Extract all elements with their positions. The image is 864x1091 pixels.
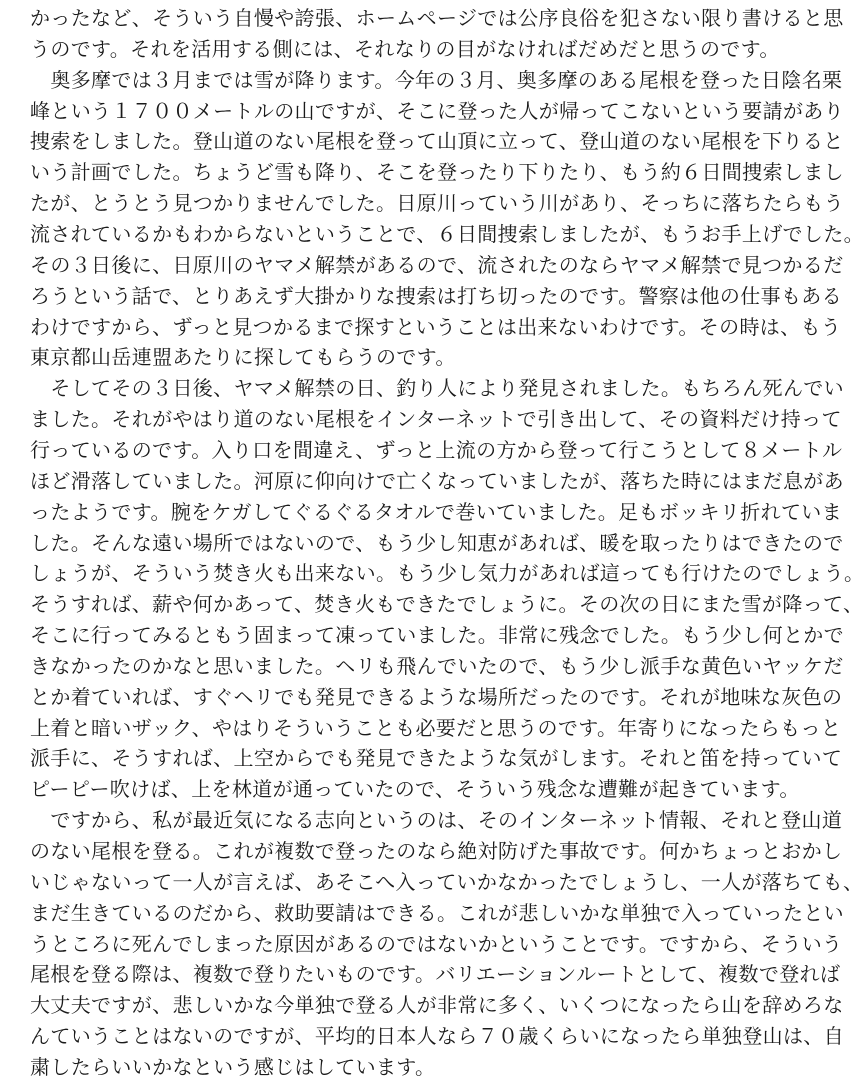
text-line: しょうが、そういう焚き火も出来ない。もう少し気力があれば這っても行けたのでしょう。 (30, 561, 864, 586)
text-line: 奥多摩では３月までは雪が降ります。今年の３月、奥多摩のある尾根を登った日陰名栗 (30, 67, 843, 92)
text-line: そうすれば、薪や何かあって、焚き火もできたでしょうに。その次の日にまた雪が降って、 (30, 592, 864, 617)
text-line: ピーピー吹けば、上を林道が通っていたので、そういう残念な遭難が起きています。 (30, 777, 800, 802)
text-line: かったなど、そういう自慢や誇張、ホームページでは公序良俗を犯さない限り書けると思 (30, 6, 844, 30)
text-line: 流されているかもわからないということで、６日間捜索しましたが、もうお手上げでした。 (30, 222, 864, 246)
text-line: 尾根を登る際は、複数で登りたいものです。バリエーションルートとして、複数で登れば (30, 962, 841, 987)
text-line: 行っているのです。入り口を間違え、ずっと上流の方から登って行こうとして８メートル (30, 437, 843, 462)
text-line: のない尾根を登る。これが複数で登ったのなら絶対防げた事故です。何かちょっとおかし (30, 839, 843, 863)
text-line: うのです。それを活用する側には、それなりの目がなければだめだと思うのです。 (30, 36, 780, 61)
text-line: そこに行ってみるともう固まって凍っていました。非常に残念でした。もう少し何とかで (30, 623, 844, 647)
text-line: きなかったのかなと思いました。ヘリも飛んでいたので、もう少し派手な黄色いヤッケだ (30, 653, 844, 678)
text-line: そしてその３日後、ヤマメ解禁の日、釣り人により発見されました。もちろん死んでい (30, 376, 844, 401)
text-line: ですから、私が最近気になる志向というのは、そのインターネット情報、それと登山道 (30, 808, 843, 833)
text-line: いう計画でした。ちょうど雪も降り、そこを登ったり下りたり、もう約６日間捜索しまし (30, 160, 844, 185)
text-line: うところに死んでしまった原因があるのではないかということです。ですから、そういう (30, 931, 843, 956)
text-line: まだ生きているのだから、救助要請はできる。これが悲しいかな単独で入っていったとい (30, 900, 844, 925)
text-line: ろうという話で、とりあえず大掛かりな捜索は打ち切ったのです。警察は他の仕事もある (30, 283, 842, 308)
text-line: とか着ていれば、すぐヘリでも発見できるような場所だったのです。それが地味な灰色の (30, 684, 843, 709)
text-line: ました。それがやはり道のない尾根をインターネットで引き出して、その資料だけ持って (30, 407, 842, 432)
text-line: いじゃないって一人が言えば、あそこへ入っていかなかったでしょうし、一人が落ちても、 (30, 869, 864, 894)
text-line: 大丈夫ですが、悲しいかな今単独で登る人が非常に多く、いくつになったら山を辞めろな (30, 993, 844, 1018)
text-line: 峰という１７００メートルの山ですが、そこに登った人が帰ってこないという要請があり (30, 98, 844, 123)
text-line: 東京都山岳連盟あたりに探してもらうのです。 (30, 345, 456, 370)
text-line: その３日後に、日原川のヤマメ解禁があるので、流されたのならヤマメ解禁で見つかるだ (30, 252, 844, 277)
text-line: ったようです。腕をケガしてぐるぐるタオルで巻いていました。足もボッキリ折れていま (30, 499, 842, 524)
text-line: 派手に、そうすれば、上空からでも発見できたような気がします。それと笛を持っていて (30, 746, 843, 771)
text-line: した。そんな遠い場所ではないので、もう少し知恵があれば、暖を取ったりはできたので (30, 530, 844, 555)
text-line: 捜索をしました。登山道のない尾根を登って山頂に立って、登山道のない尾根を下りると (30, 129, 844, 154)
text-line: ほど滑落していました。河原に仰向けで亡くなっていましたが、落ちた時にはまだ息があ (30, 468, 844, 493)
text-line: 上着と暗いザック、やはりそういうことも必要だと思うのです。年寄りになったらもっと (30, 715, 842, 740)
text-line: わけですから、ずっと見つかるまで探すということは出来ないわけです。その時は、もう (30, 314, 842, 339)
text-line: んていうことはないのですが、平均的日本人なら７０歳くらいになったら単独登山は、自 (30, 1024, 844, 1049)
text-line: たが、とうとう見つかりませんでした。日原川っていう川があり、そっちに落ちたらもう (30, 191, 844, 216)
text-line: 粛したらいいかなという感じはしています。 (30, 1054, 436, 1079)
